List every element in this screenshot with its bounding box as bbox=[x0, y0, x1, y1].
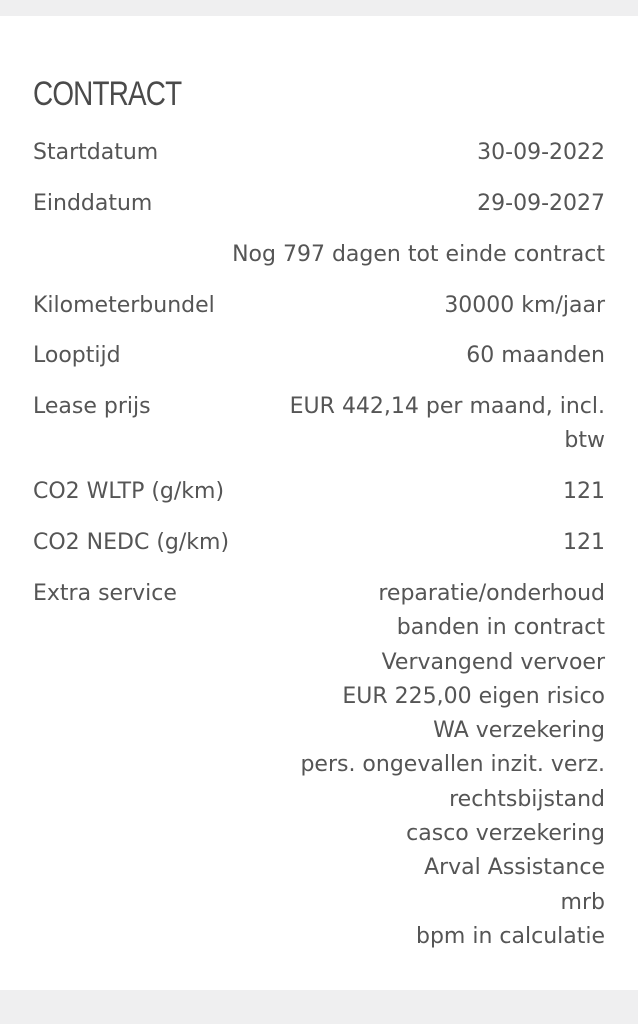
looptijd-label: Looptijd bbox=[33, 343, 121, 368]
lease-prijs-label: Lease prijs bbox=[33, 394, 151, 419]
extra-service-item: Vervangend vervoer bbox=[381, 649, 605, 675]
extra-service-item: casco verzekering bbox=[406, 821, 605, 847]
extra-service-label: Extra service bbox=[33, 581, 177, 606]
co2-nedc-value: 121 bbox=[563, 530, 605, 555]
extra-service-item: EUR 225,00 eigen risico bbox=[342, 683, 605, 709]
extra-service-item: mrb bbox=[560, 889, 605, 915]
extra-service-item: reparatie/onderhoud bbox=[378, 581, 605, 606]
lease-prijs-value: EUR 442,14 per maand, incl. btw bbox=[289, 394, 605, 454]
extra-service-item: WA verzekering bbox=[433, 718, 605, 744]
extra-service-item: rechtsbijstand bbox=[449, 786, 605, 812]
einddatum-value: 29-09-2027 bbox=[477, 191, 605, 216]
extra-service-list bbox=[300, 577, 605, 954]
extra-service-item: pers. ongevallen inzit. verz. bbox=[300, 752, 605, 778]
startdatum-value: 30-09-2022 bbox=[477, 140, 605, 165]
startdatum-label: Startdatum bbox=[33, 140, 159, 165]
einddatum-label: Einddatum bbox=[33, 191, 153, 216]
extra-service-item: Arval Assistance bbox=[424, 855, 605, 881]
co2-wltp-value: 121 bbox=[563, 479, 605, 504]
extra-service-item: banden in contract bbox=[396, 615, 605, 641]
days-left-note: Nog 797 dagen tot einde contract bbox=[232, 242, 605, 267]
section-title: CONTRACT bbox=[33, 75, 182, 113]
extra-service-item: bpm in calculatie bbox=[416, 923, 605, 949]
co2-wltp-label: CO2 WLTP (g/km) bbox=[33, 479, 225, 504]
kilometerbundel-label: Kilometerbundel bbox=[33, 293, 215, 318]
co2-nedc-label: CO2 NEDC (g/km) bbox=[33, 530, 230, 555]
contract-card bbox=[0, 16, 638, 990]
looptijd-value: 60 maanden bbox=[466, 343, 605, 368]
kilometerbundel-value: 30000 km/jaar bbox=[444, 293, 605, 318]
